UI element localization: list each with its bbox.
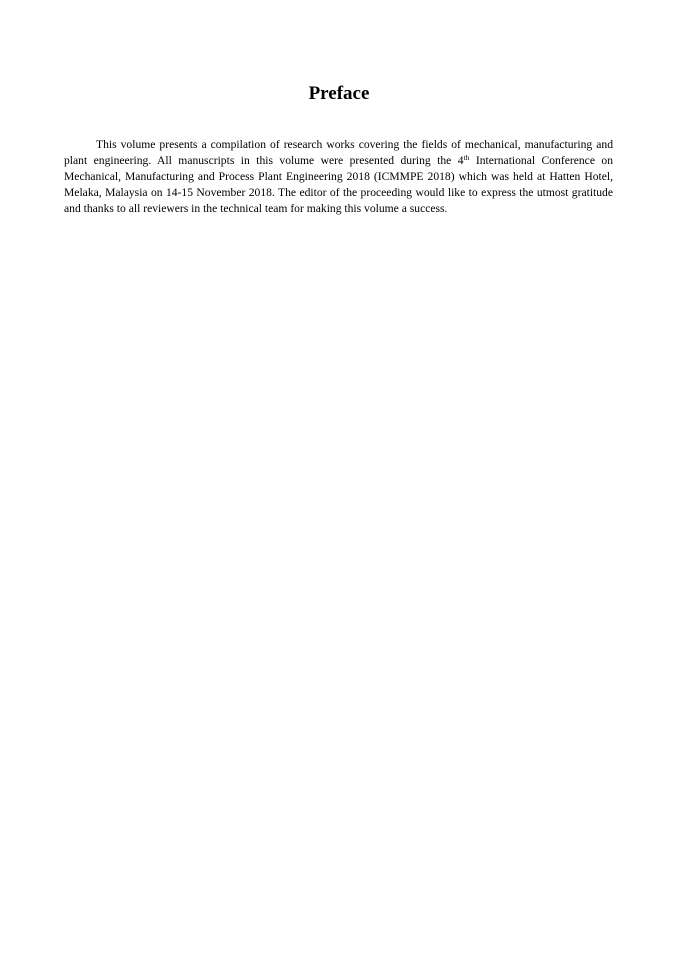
page-title: Preface [308,83,370,104]
paragraph-text-part1: This volume presents a compilation of research works covering the fields of mechanical, manufacturing and plant engineering. All manuscripts in this volume were presented during the 4 [64,138,613,167]
ordinal-superscript: th [463,153,470,162]
preface-paragraph [64,137,613,217]
paragraph-text-part2: International Conference on Mechanical, Manufacturing and Process Plant Engineering 2018 (ICMMPE 2018) which was held at Hatten Hotel, Melaka, Malaysia on 14-15 November 2018. The editor of the proceeding would like to express the utmost gratitude and thanks to all reviewers in the technical team for making this volume a success. [64,154,613,215]
